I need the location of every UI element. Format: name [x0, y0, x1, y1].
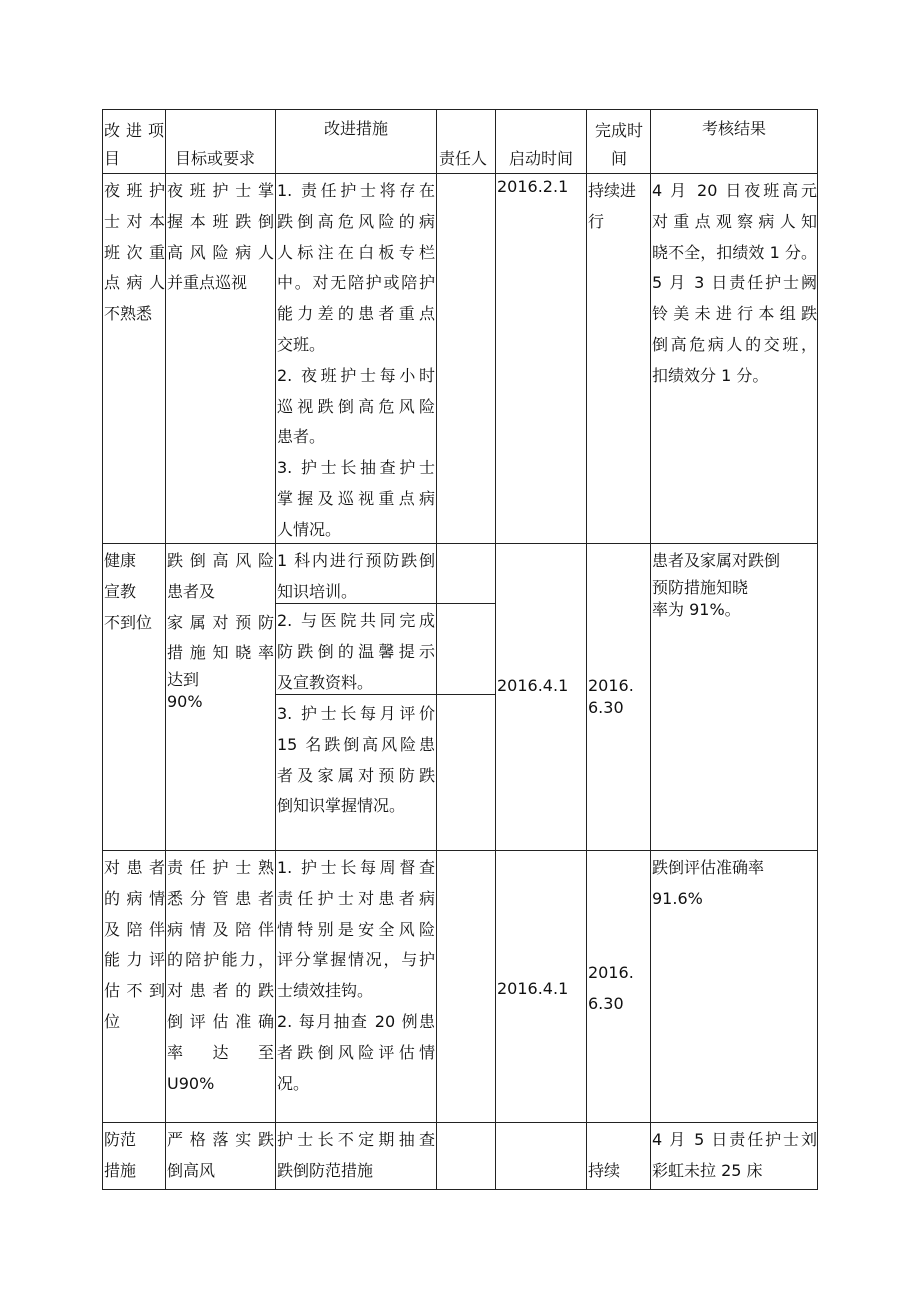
cell-line: 家属对预防 [167, 612, 274, 632]
row3-item [104, 853, 165, 1038]
cell-line: 对患者 [104, 858, 165, 877]
cell-line: 5 月 3 日责任护士阙 [652, 273, 817, 293]
header-item [104, 117, 164, 173]
cell-line: 人标注在白板专栏 [277, 242, 435, 262]
rule-row1-bottom [102, 543, 818, 544]
row4-item [104, 1125, 165, 1187]
header-owner [439, 145, 495, 173]
cell-line: 士对本 [104, 211, 165, 231]
row1-result [652, 176, 817, 392]
row1-measures [277, 176, 435, 542]
row2-measure-3 [277, 699, 435, 822]
cell-line: 估不到 [104, 981, 165, 1001]
row4-measures [277, 1125, 435, 1187]
cell-line: 晓不全，扣绩效 1 分。 [652, 242, 817, 262]
cell-line: 夜班护士掌 [167, 181, 274, 200]
cell-line: 90% [167, 692, 203, 712]
cell-line: 能力评 [104, 950, 165, 970]
cell-line: 6.30 [588, 698, 624, 717]
cell-line: 宣教 [104, 581, 137, 601]
cell-line: 跌倒高危风险的病 [277, 211, 435, 231]
cell-line: 行 [588, 211, 605, 231]
rule-row2-bottom [102, 850, 818, 851]
cell-line: 士绩效挂钩。 [277, 981, 374, 1001]
cell-line: 1. 护士长每周督查 [277, 858, 435, 877]
cell-line: 悉分管患者 [167, 888, 274, 908]
cell-line: 对患者的跌 [167, 981, 274, 1001]
improvement-table [102, 109, 818, 1191]
cell-line: 达到 [167, 670, 200, 690]
cell-line: 对重点观察病人知 [652, 211, 817, 231]
cell-line: 巡视跌倒高危风险 [277, 396, 435, 416]
row1-item [104, 176, 165, 330]
cell-line: 2016.4.1 [497, 676, 569, 695]
cell-line: 1 科内进行预防跌倒 [277, 551, 435, 570]
row2-result [652, 546, 817, 621]
header-start [498, 145, 584, 173]
cell-line: 评分掌握情况，与护 [277, 950, 435, 970]
cell-line: 2016.4.1 [497, 979, 569, 998]
cell-line: 改进措施 [323, 119, 388, 138]
header-measures [278, 115, 434, 143]
cell-line: 高风险病人 [167, 242, 274, 262]
cell-line: 患者及家属对跌倒 [652, 551, 781, 570]
cell-line: 预防措施知晓 [652, 577, 749, 597]
rule-col2 [275, 109, 276, 1190]
cell-line: 倒知识掌握情况。 [277, 796, 406, 816]
cell-line: 倒高风 [167, 1160, 216, 1180]
cell-line: 者及家属对预防跌 [277, 765, 435, 785]
cell-line: 病情及陪伴 [167, 919, 274, 939]
row3-start [497, 978, 585, 1000]
cell-line: 间 [610, 149, 627, 168]
cell-line: 目标或要求 [175, 149, 256, 168]
cell-line: 患者。 [277, 427, 326, 447]
row4-goal [167, 1125, 274, 1187]
row2-measure-1 [277, 546, 435, 608]
cell-line: 交班。 [277, 334, 326, 354]
rule-col1 [165, 109, 166, 1190]
cell-line: 及宣教资料。 [277, 672, 374, 692]
rule-col6 [650, 109, 651, 1190]
rule-col5 [586, 109, 587, 1190]
row1-start [497, 176, 585, 198]
cell-line: 知识培训。 [277, 581, 358, 601]
cell-line: 的陪护能力， [167, 950, 274, 970]
cell-line: 患者及 [167, 581, 216, 601]
cell-line: 及陪伴 [104, 919, 165, 939]
cell-line: 措施知晓率 [167, 643, 274, 663]
cell-line: 位 [104, 1011, 121, 1031]
row3-goal [167, 853, 274, 1099]
rule-col4 [495, 109, 496, 1190]
cell-line: 考核结果 [701, 119, 766, 138]
cell-line: 点病人 [104, 273, 165, 293]
cell-line: 2016.2.1 [497, 177, 569, 196]
cell-line: 防范 [104, 1130, 137, 1149]
cell-line: 能力差的患者重点 [277, 304, 435, 324]
cell-line: 责任护士熟 [167, 858, 274, 877]
cell-line: 掌握及巡视重点病 [277, 488, 435, 508]
cell-line: 班次重 [104, 242, 165, 262]
cell-line: 跌倒防范措施 [277, 1160, 374, 1180]
header-item-line1: 改进项 [104, 121, 164, 140]
cell-line: 的病情 [104, 888, 165, 908]
cell-line: 健康 [104, 551, 137, 570]
cell-line: 情特别是安全风险 [277, 919, 435, 939]
rule-bottom [102, 1189, 818, 1190]
cell-line: 率为 91%。 [652, 599, 741, 619]
cell-line: 护士长不定期抽查 [277, 1130, 435, 1149]
cell-line: 责任护士对患者病 [277, 888, 435, 908]
rule-top [102, 109, 818, 110]
cell-line: 防跌倒的温馨提示 [277, 641, 435, 661]
cell-line: 况。 [277, 1073, 310, 1093]
cell-line: 4 月 20 日夜班高元 [652, 181, 817, 200]
cell-line: 2016. [588, 676, 634, 695]
cell-line: 责任人 [439, 149, 488, 168]
row3-result [652, 853, 817, 915]
cell-line: 完成时 [594, 121, 643, 140]
cell-line: 持续 [588, 1161, 621, 1180]
cell-line: 倒评估准确 [167, 1011, 274, 1031]
cell-line: 跌倒高风险 [167, 551, 274, 570]
row2-item [104, 546, 165, 638]
cell-line: 4 月 5 日责任护士刘 [652, 1130, 817, 1149]
cell-line: 人情况。 [277, 519, 342, 539]
cell-line: 措施 [104, 1160, 137, 1180]
cell-line: 并重点巡视 [167, 273, 248, 293]
row2-measure-2 [277, 606, 435, 698]
cell-line: 2016. [588, 963, 634, 982]
cell-line: 严格落实跌 [167, 1130, 274, 1149]
cell-line: 2. 夜班护士每小时 [277, 365, 435, 385]
rule-col3 [436, 109, 437, 1190]
cell-line: 不熟悉 [104, 304, 153, 324]
header-finish [588, 117, 650, 173]
cell-line: 铃美未进行本组跌 [652, 304, 817, 324]
cell-line: 率 达 至 [167, 1042, 274, 1062]
cell-line: 6.30 [588, 993, 624, 1013]
cell-line: 启动时间 [508, 149, 573, 168]
cell-line: 彩虹未拉 25 床 [652, 1160, 763, 1180]
cell-line: 91.6% [652, 888, 703, 908]
cell-line: 不到位 [104, 612, 153, 632]
cell-line: 1. 责任护士将存在 [277, 181, 435, 200]
cell-line: 2. 每月抽查 20 例患 [277, 1011, 435, 1031]
cell-line: 握本班跌倒 [167, 211, 274, 231]
rule-header-bottom [102, 173, 818, 174]
row2-goal [167, 546, 274, 713]
rule-row3-bottom [102, 1122, 818, 1123]
cell-line: 3. 护士长抽查护士 [277, 458, 435, 478]
cell-line: 者跌倒风险评估情 [277, 1042, 435, 1062]
row1-finish [588, 176, 650, 238]
row2-finish [588, 675, 650, 719]
cell-line: 15 名跌倒高风险患 [277, 734, 435, 754]
cell-line: 2. 与医院共同完成 [277, 611, 435, 630]
cell-line: 倒高危病人的交班， [652, 334, 817, 354]
cell-line: U90% [167, 1073, 215, 1093]
header-item-line2: 目 [104, 149, 121, 168]
cell-line: 扣绩效分 1 分。 [652, 365, 769, 385]
row3-measures [277, 853, 435, 1099]
rule-left [102, 109, 103, 1190]
row1-goal [167, 176, 274, 299]
cell-line: 3. 护士长每月评价 [277, 704, 435, 723]
cell-line: 持续进 [588, 181, 637, 200]
cell-line: 跌倒评估准确率 [652, 858, 765, 877]
row4-result [652, 1125, 817, 1187]
cell-line: 中。对无陪护或陪护 [277, 273, 435, 293]
header-result [652, 115, 816, 143]
header-goal [175, 145, 275, 173]
row3-finish [588, 958, 650, 1020]
row4-finish [588, 1156, 650, 1187]
cell-line: 夜班护 [104, 181, 165, 200]
row2-start [497, 675, 585, 697]
rule-right [817, 109, 818, 1190]
